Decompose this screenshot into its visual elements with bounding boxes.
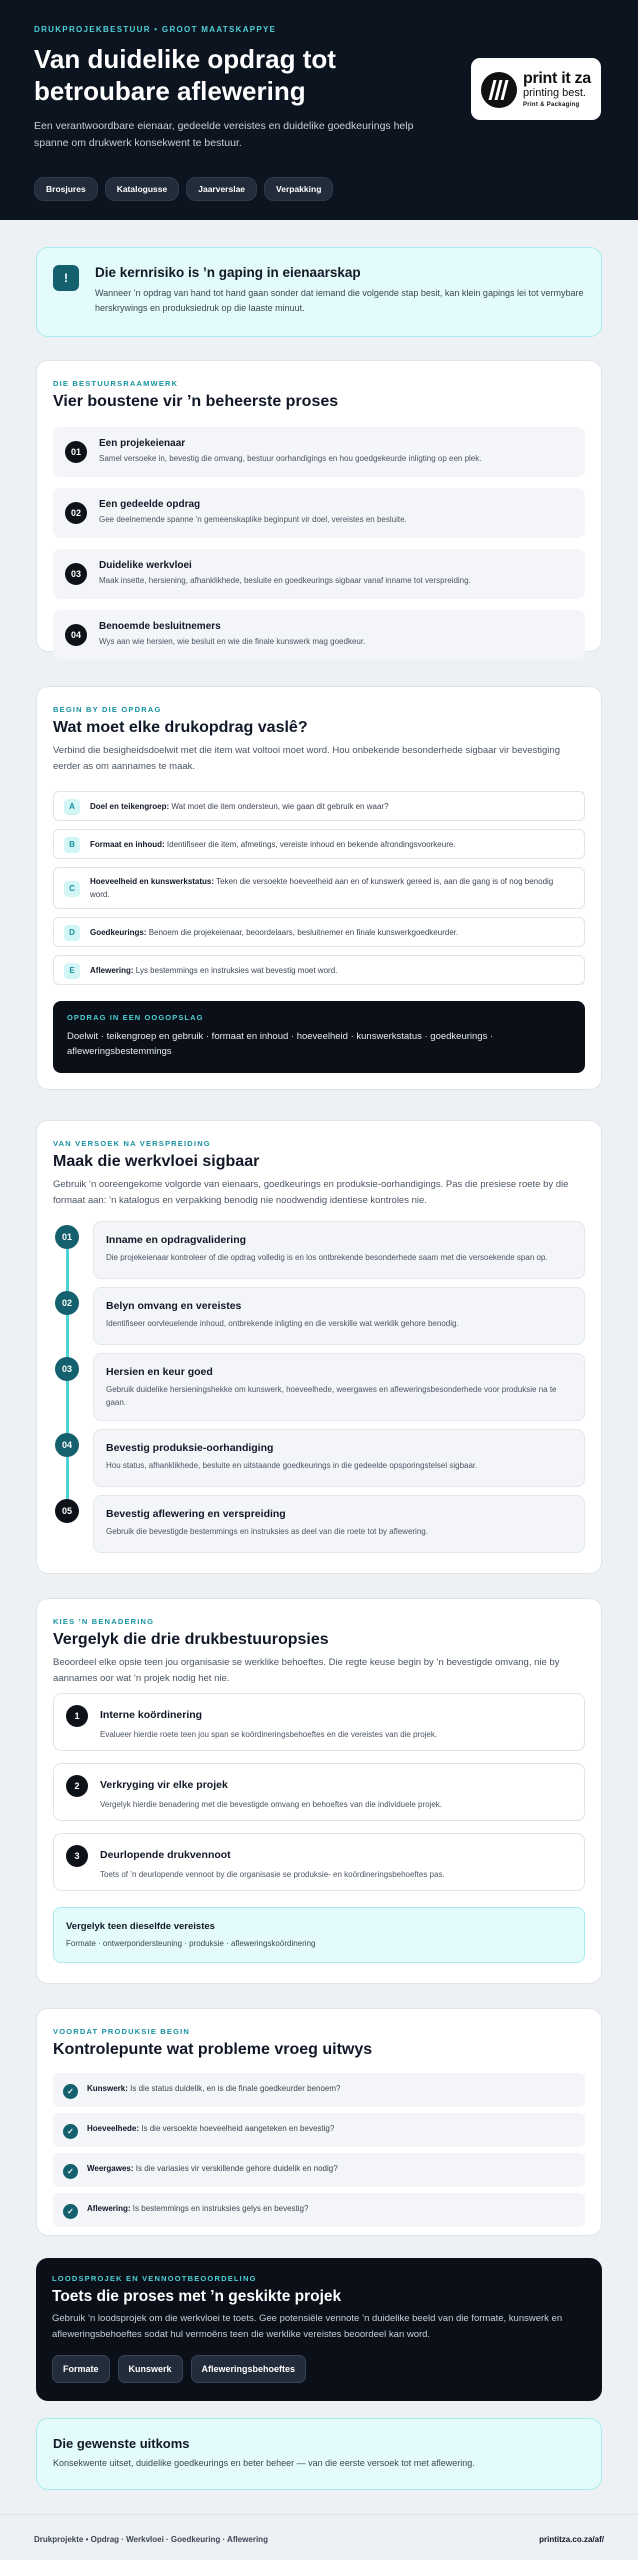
- pilot-text: Gebruik ’n loodsprojek om die werkvloei te toets. Gee potensiële vennote ’n duidelike beeld van die formate, kunswerk en afleweringsbehoeftes sodat hul vermoëns teen die werklike vereistes beoordeel kan word.: [52, 2313, 563, 2340]
- pilot-section: [36, 2258, 602, 2401]
- check-icon: ✓: [63, 2164, 78, 2179]
- field-letter: E: [64, 963, 80, 979]
- step-number: 04: [55, 1433, 79, 1457]
- step-title: Inname en opdragvalidering: [106, 1234, 247, 1246]
- option-title: Verkryging vir elke projek: [100, 1779, 228, 1791]
- step-title: Hersien en keur goed: [106, 1366, 213, 1378]
- section-kicker: DIE BESTUURSRAAMWERK: [53, 379, 179, 388]
- brief-field-c: [53, 867, 585, 909]
- step-number: 02: [55, 1291, 79, 1315]
- risk-callout: [36, 247, 602, 337]
- step-title: Belyn omvang en vereistes: [106, 1300, 242, 1312]
- logo-sub: Print & Packaging: [523, 102, 580, 108]
- afleweringsbehoeftes-button[interactable]: Afleweringsbehoeftes: [191, 2355, 307, 2383]
- check-text: Is die variasies vir verskillende gehore duidelik en nodig?: [135, 2164, 338, 2173]
- risk-text: Wanneer ’n opdrag van hand tot hand gaan sonder dat iemand die volgende stap besit, kan klein gapings lei tot vermybare herskrywings en produksiedruk op die laaste minuut.: [95, 288, 584, 313]
- section-kicker: VAN VERSOEK NA VERSPREIDING: [53, 1139, 211, 1148]
- pilot-buttons: [52, 2355, 306, 2383]
- section-text: Beoordeel elke opsie teen jou organisasie se werklike behoeftes. Die regte keuse begin by ’n bevestigde omvang, nie by aannames oor wat ’n projek nodig het nie.: [53, 1657, 560, 1684]
- pillar-number: 03: [65, 563, 87, 585]
- check-item: [53, 2073, 585, 2107]
- brand-logo[interactable]: [471, 58, 601, 120]
- check-label: Kunswerk:: [87, 2084, 128, 2093]
- option-text: Vergelyk hierdie benadering met die bevestigde omvang en behoeftes van die individuele projek.: [100, 1800, 443, 1809]
- pillar-item: [53, 488, 585, 538]
- section-kicker: KIES ’N BENADERING: [53, 1617, 155, 1626]
- section-text: Verbind die besigheidsdoelwit met die item wat voltooi moet word. Hou onbekende besonderhede sigbaar vir bevestiging eerder as om aannames te maak.: [53, 745, 560, 772]
- alert-icon: !: [53, 265, 79, 291]
- page-title: Van duidelike opdrag tot betroubare aflewering: [34, 44, 336, 106]
- pillar-number: 01: [65, 441, 87, 463]
- hero-lead: Een verantwoordbare eienaar, gedeelde vereistes en duidelike goedkeurings help spanne om drukwerk konsekwent te bestuur.: [34, 120, 414, 149]
- section-text: Gebruik ’n ooreengekome volgorde van eienaars, goedkeurings en produksie-oorhandigings. Pas die presiese roete by die formaat aan: ’n katalogus en verpakking benodig nie noodwendig identiese kontroles nie.: [53, 1179, 569, 1206]
- pillar-text: Maak insette, hersiening, afhanklikhede, besluite en goedkeurings sigbaar vanaf inname tot verspreiding.: [99, 576, 471, 585]
- step-text: Die projekeienaar kontroleer of die opdrag volledig is en los ontbrekende besonderhede saam met die versoekende span op.: [106, 1253, 548, 1262]
- field-text: Wat moet die item ondersteun, wie gaan dit gebruik en waar?: [171, 802, 389, 811]
- pillar-title: Duidelike werkvloei: [99, 560, 192, 571]
- chip-verpakking[interactable]: Verpakking: [264, 177, 333, 201]
- pillar-title: Een projekeienaar: [99, 438, 186, 449]
- workflow-step: [93, 1287, 585, 1345]
- pillar-title: Een gedeelde opdrag: [99, 499, 201, 510]
- check-icon: ✓: [63, 2124, 78, 2139]
- workflow-step: [93, 1495, 585, 1553]
- field-label: Hoeveelheid en kunswerkstatus:: [90, 877, 215, 886]
- glance-text: Doelwit · teikengroep en gebruik · formaat en inhoud · hoeveelheid · kunswerkstatus · goedkeurings · afleweringsbestemmings: [67, 1031, 494, 1057]
- outcome-text: Konsekwente uitset, duidelike goedkeurings en beter beheer — van die eerste versoek tot met aflewering.: [53, 2458, 475, 2468]
- check-text: Is bestemmings en instruksies gelys en bevestig?: [132, 2204, 309, 2213]
- field-letter: D: [64, 925, 80, 941]
- option-text: Toets of ’n deurlopende vennoot by die organisasie se produksie- en koördineringsbehoeftes pas.: [100, 1870, 445, 1879]
- option-title: Deurlopende drukvennoot: [100, 1849, 231, 1861]
- logo-tagline: printing best.: [523, 87, 586, 99]
- workflow-step: [93, 1221, 585, 1279]
- brief-field-d: [53, 917, 585, 947]
- step-number: 03: [55, 1357, 79, 1381]
- brief-field-e: [53, 955, 585, 985]
- step-title: Bevestig aflewering en verspreiding: [106, 1508, 286, 1520]
- footer-breadcrumb: Drukprojekte • Opdrag · Werkvloei · Goedkeuring · Aflewering: [34, 2535, 268, 2544]
- workflow-section: [36, 1120, 602, 1574]
- compare-title: Vergelyk teen dieselfde vereistes: [66, 1921, 215, 1932]
- pillar-text: Gee deelnemende spanne ’n gemeenskaplike beginpunt vir doel, vereistes en besluite.: [99, 515, 407, 524]
- risk-title: Die kernrisiko is ’n gaping in eienaarskap: [95, 265, 361, 280]
- option-card[interactable]: [53, 1693, 585, 1751]
- field-label: Formaat en inhoud:: [90, 840, 165, 849]
- check-label: Aflewering:: [87, 2204, 131, 2213]
- compare-callout: [53, 1907, 585, 1963]
- section-kicker: BEGIN BY DIE OPDRAG: [53, 705, 162, 714]
- glance-label: OPDRAG IN EEN OOGOPSLAG: [67, 1013, 204, 1022]
- workflow-step: [93, 1353, 585, 1421]
- kunswerk-button[interactable]: Kunswerk: [118, 2355, 183, 2383]
- pillar-text: Samel versoeke in, bevestig die omvang, bestuur oorhandigings en hou goedgekeurde inligting op een plek.: [99, 454, 482, 463]
- pilot-kicker: LOODSPROJEK EN VENNOOTBEOORDELING: [52, 2274, 257, 2283]
- formate-button[interactable]: Formate: [52, 2355, 110, 2383]
- check-text: Is die versoekte hoeveelheid aangeteken en bevestig?: [141, 2124, 335, 2133]
- check-item: [53, 2113, 585, 2147]
- step-number: 05: [55, 1499, 79, 1523]
- option-number: 1: [66, 1705, 88, 1727]
- pilot-title: Toets die proses met ’n geskikte projek: [52, 2288, 342, 2305]
- logo-mark-icon: [481, 72, 517, 108]
- check-icon: ✓: [63, 2204, 78, 2219]
- chip-katalogusse[interactable]: Katalogusse: [105, 177, 180, 201]
- check-item: [53, 2193, 585, 2227]
- check-label: Hoeveelhede:: [87, 2124, 140, 2133]
- hero-kicker: DRUKPROJEKBESTUUR • GROOT MAATSKAPPYE: [34, 25, 277, 34]
- brief-field-b: [53, 829, 585, 859]
- options-section: [36, 1598, 602, 1984]
- outcome-title: Die gewenste uitkoms: [53, 2436, 190, 2451]
- checks-section: [36, 2008, 602, 2236]
- step-title: Bevestig produksie-oorhandiging: [106, 1442, 274, 1454]
- field-label: Doel en teikengroep:: [90, 802, 170, 811]
- field-letter: C: [64, 881, 80, 897]
- field-label: Aflewering:: [90, 966, 134, 975]
- section-kicker: VOORDAT PRODUKSIE BEGIN: [53, 2027, 191, 2036]
- field-letter: B: [64, 837, 80, 853]
- workflow-step: [93, 1429, 585, 1487]
- option-text: Evalueer hierdie roete teen jou span se koördineringsbehoeftes en die vereistes van die projek.: [100, 1730, 438, 1739]
- option-card[interactable]: [53, 1833, 585, 1891]
- compare-text: Formate · ontwerpondersteuning · produksie · afleweringskoördinering: [66, 1939, 316, 1948]
- hero-chips: [34, 177, 333, 201]
- hero-banner: [0, 0, 638, 220]
- field-text: Teken die versoekte hoeveelheid aan en of kunswerk gereed is, aan die gang is of nog benodig word.: [90, 877, 554, 899]
- footer-url-link[interactable]: printitza.co.za/af/: [539, 2535, 604, 2544]
- field-text: Identifiseer die item, afmetings, vereiste inhoud en bekende afrondingsvoorkeure.: [166, 840, 456, 849]
- logo-name: print it za: [523, 70, 591, 87]
- pillar-title: Benoemde besluitnemers: [99, 621, 221, 632]
- pillar-item: [53, 549, 585, 599]
- pillar-item: [53, 610, 585, 660]
- chip-jaarverslae[interactable]: Jaarverslae: [186, 177, 257, 201]
- option-number: 3: [66, 1845, 88, 1867]
- field-letter: A: [64, 799, 80, 815]
- step-text: Gebruik duidelike hersieningshekke om kunswerk, hoeveelhede, weergawes en afleweringsbesonderhede voor produksie na te gaan.: [106, 1385, 557, 1407]
- field-text: Lys bestemmings en instruksies wat bevestig moet word.: [135, 966, 338, 975]
- check-label: Weergawes:: [87, 2164, 134, 2173]
- field-text: Benoem die projekeienaar, beoordelaars, besluitnemer en finale kunswerkgoedkeurder.: [148, 928, 459, 937]
- step-text: Identifiseer oorvleuelende inhoud, ontbrekende inligting en die verskille wat werklik gehore benodig.: [106, 1319, 459, 1328]
- step-text: Hou status, afhanklikhede, besluite en uitstaande goedkeurings in die gedeelde opsporingstelsel sigbaar.: [106, 1461, 478, 1470]
- page-footer: [0, 2514, 638, 2560]
- check-text: Is die status duidelik, en is die finale goedkeurder benoem?: [130, 2084, 341, 2093]
- framework-section: [36, 360, 602, 652]
- check-icon: ✓: [63, 2084, 78, 2099]
- brief-field-a: [53, 791, 585, 821]
- step-number: 01: [55, 1225, 79, 1249]
- section-title: Maak die werkvloei sigbaar: [53, 1153, 260, 1170]
- option-title: Interne koördinering: [100, 1709, 203, 1721]
- section-title: Vergelyk die drie drukbestuuropsies: [53, 1631, 329, 1648]
- section-title: Wat moet elke drukopdrag vaslê?: [53, 719, 308, 736]
- check-item: [53, 2153, 585, 2187]
- pillar-item: [53, 427, 585, 477]
- brief-section: [36, 686, 602, 1090]
- field-label: Goedkeurings:: [90, 928, 147, 937]
- section-title: Kontrolepunte wat probleme vroeg uitwys: [53, 2041, 373, 2058]
- pillar-number: 02: [65, 502, 87, 524]
- brief-glance-box: [53, 1001, 585, 1073]
- step-text: Gebruik die bevestigde bestemmings en instruksies as deel van die roete tot by aflewering.: [106, 1527, 428, 1536]
- section-title: Vier boustene vir ’n beheerste proses: [53, 393, 339, 410]
- option-number: 2: [66, 1775, 88, 1797]
- option-card[interactable]: [53, 1763, 585, 1821]
- pillar-number: 04: [65, 624, 87, 646]
- chip-brosjures[interactable]: Brosjures: [34, 177, 98, 201]
- outcome-callout: [36, 2418, 602, 2490]
- pillar-text: Wys aan wie hersien, wie besluit en wie die finale kunswerk mag goedkeur.: [99, 637, 366, 646]
